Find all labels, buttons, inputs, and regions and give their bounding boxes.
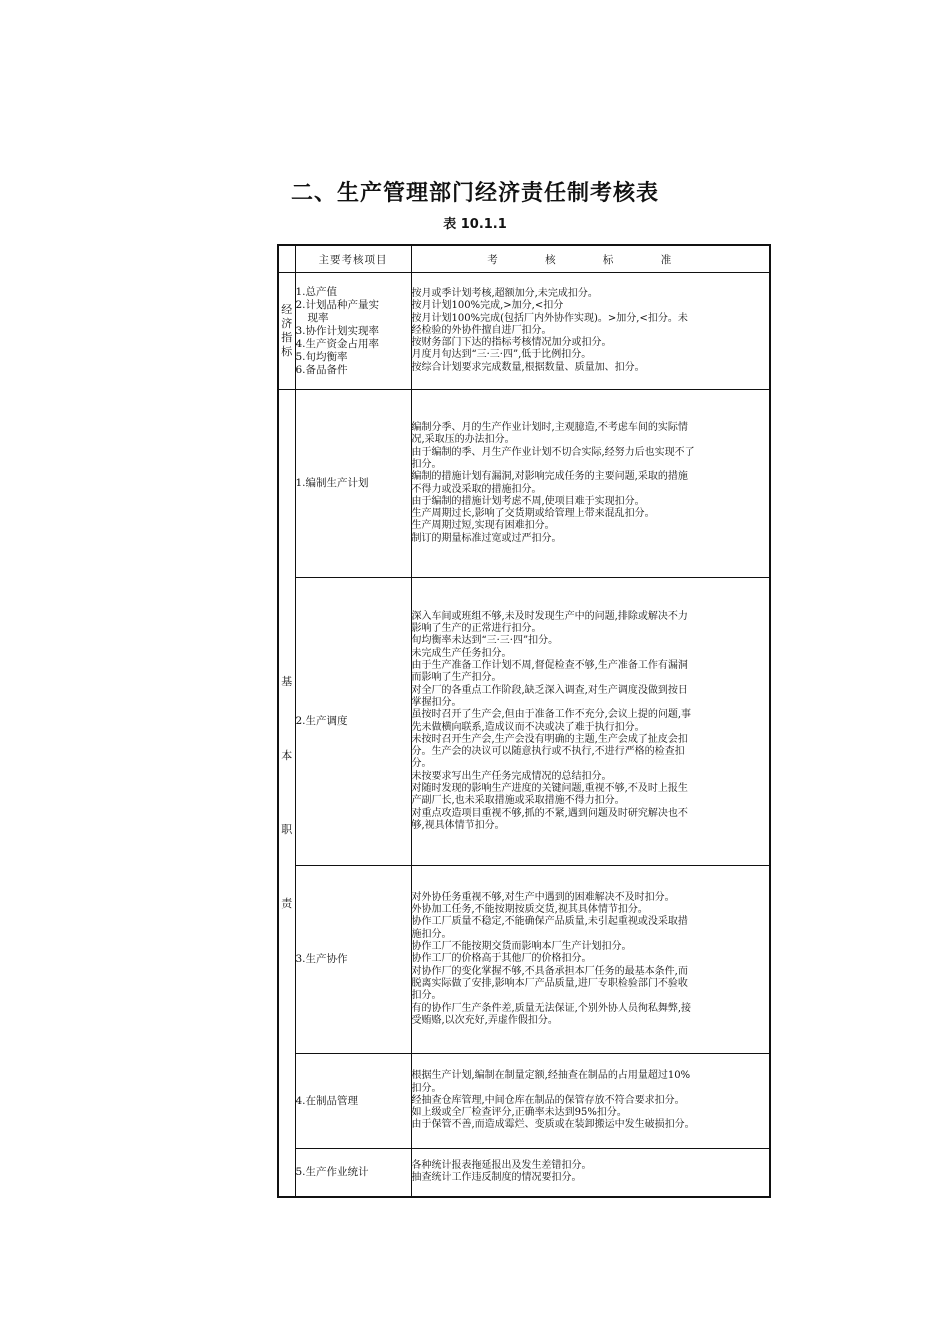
standard-line: 生产周期过长,影响了交货期或给管理上带来混乱扣分。 (411, 508, 655, 520)
standard-line: 而影响了生产扣分。 (411, 672, 502, 684)
list-item: 1.总产值 (295, 285, 338, 298)
duty-row-coop (278, 866, 770, 1054)
category-basic-duty (278, 390, 295, 1197)
standard-line: 脱离实际做了安排,影响本厂产品质量,进厂专职检验部门不验收 (411, 977, 688, 989)
standard-line: 对重点攻造项目重视不够,抓的不紧,遇到问题及时研究解决也不 (411, 807, 688, 819)
header-standard: 考 核 标 准 (411, 245, 770, 273)
duty-standard (411, 1149, 770, 1197)
standard-line: 旬均衡率未达到“三·三·四”扣分。 (411, 635, 559, 647)
standard-line: 由于保管不善,而造成霉烂、变质或在装卸搬运中发生破损扣分。 (411, 1119, 695, 1131)
standard-line: 月度月旬达到“三·三·四”,低于比例扣分。 (411, 349, 592, 361)
standard-line: 按月计划100%完成(包括厂内外协作实现)。>加分,<扣分。未 (411, 312, 688, 324)
list-item: 2.计划品种产量实 (295, 298, 380, 311)
standard-line: 生产周期过短,实现有困难扣分。 (411, 520, 555, 532)
standard-line: 对外协任务重视不够,对生产中遇到的困难解决不及时扣分。 (411, 891, 675, 903)
standard-line: 有的协作厂生产条件差,质量无法保证,个别外协人员徇私舞弊,接 (411, 1002, 692, 1014)
economic-items (295, 273, 411, 390)
header-item: 主要考核项目 (295, 245, 411, 273)
standard-line: 掌握扣分。 (411, 696, 462, 708)
standard-line: 经检验的外协件擅自进厂扣分。 (411, 324, 552, 336)
standard-line: 制订的期量标准过宽或过严扣分。 (411, 532, 562, 544)
standard-line: 扣分。 (411, 458, 442, 470)
duty-row-wip (278, 1054, 770, 1149)
duty-item: 2.生产调度 (295, 578, 411, 866)
category-char: 职 (281, 822, 293, 836)
standard-line: 分。生产会的决议可以随意执行或不执行,不进行严格的检查扣 (411, 746, 685, 758)
standard-line: 如上级或全厂检查评分,正确率未达到95%扣分。 (411, 1107, 627, 1119)
duty-standard (411, 1054, 770, 1149)
standard-line: 协作工厂质量不稳定,不能确保产品质量,未引起重视或没采取措 (411, 916, 688, 928)
standard-line: 扣分。 (411, 1082, 442, 1094)
duty-item: 4.在制品管理 (295, 1054, 411, 1149)
page-title: 二、生产管理部门经济责任制考核表 (290, 181, 659, 206)
header-row (278, 245, 770, 273)
header-blank (278, 245, 295, 273)
standard-line: 各种统计报表拖延报出及发生差错扣分。 (411, 1159, 592, 1171)
standard-line: 协作工厂不能按期交货而影响本厂生产计划扣分。 (411, 941, 632, 953)
standard-line: 编制的措施计划有漏洞,对影响完成任务的主要问题,采取的措施 (411, 471, 688, 483)
standard-line: 抽查统计工作违反制度的情况要扣分。 (411, 1172, 582, 1184)
standard-line: 对随时发现的影响生产进度的关键问题,重视不够,不及时上报生 (411, 782, 688, 794)
duty-standard (411, 390, 770, 578)
standard-line: 深入车间或班组不够,未及时发现生产中的问题,排除或解决不力 (411, 610, 688, 622)
standard-line: 不得力或没采取的措施扣分。 (411, 483, 542, 495)
standard-line: 经抽查仓库管理,中间仓库在制品的保管存放不符合要求扣分。 (411, 1094, 685, 1106)
standard-line: 未按要求写出生产任务完成情况的总结扣分。 (411, 770, 612, 782)
economic-standard (411, 273, 770, 390)
category-char: 经 (281, 303, 293, 316)
standard-line: 对全厂的各重点工作阶段,缺乏深入调查,对生产调度没做到按日 (411, 684, 688, 696)
standard-line: 未按时召开生产会,生产会没有明确的主题,生产会成了扯皮会扣 (411, 733, 688, 745)
list-item: 6.备品备件 (295, 363, 348, 376)
economic-row (278, 273, 770, 390)
assessment-table (277, 244, 771, 1198)
standard-line: 扣分。 (411, 990, 442, 1002)
standard-line: 够,视具体情节扣分。 (411, 819, 505, 831)
standard-line: 受贿赂,以次充好,弄虚作假扣分。 (411, 1014, 558, 1026)
standard-line: 按综合计划要求完成数量,根据数量、质量加、扣分。 (411, 361, 645, 373)
standard-line: 由于编制的措施计划考虑不周,使项目难于实现扣分。 (411, 495, 645, 507)
standard-line: 况,采取压的办法扣分。 (411, 434, 515, 446)
duty-row-dispatch (278, 578, 770, 866)
standard-line: 编制分季、月的生产作业计划时,主观臆造,不考虑车间的实际情 (411, 422, 688, 434)
standard-line: 外协加工任务,不能按期按质交货,视其具体情节扣分。 (411, 904, 648, 916)
standard-line: 产副厂长,也未采取措施或采取措施不得力扣分。 (411, 795, 625, 807)
standard-line: 虽按时召开了生产会,但由于准备工作不充分,会议上提的问题,事 (411, 709, 692, 721)
duty-standard (411, 578, 770, 866)
category-char: 基 (281, 674, 293, 688)
duty-item: 1.编制生产计划 (295, 390, 411, 578)
standard-line: 按月计划100%完成,>加分,<扣分 (411, 300, 564, 312)
list-item: 5.旬均衡率 (295, 350, 348, 363)
category-char: 标 (281, 345, 293, 358)
duty-row-stats (278, 1149, 770, 1197)
standard-line: 分。 (411, 758, 432, 770)
category-char: 济 (281, 317, 293, 330)
duty-standard (411, 866, 770, 1054)
standard-line: 按月或季计划考核,超额加分,未完成扣分。 (411, 287, 598, 299)
list-item: 4.生产资金占用率 (295, 337, 380, 350)
table-number: 表 10.1.1 (443, 217, 507, 232)
duty-item: 3.生产协作 (295, 866, 411, 1054)
standard-line: 由于生产准备工作计划不周,督促检查不够,生产准备工作有漏洞 (411, 660, 688, 672)
category-char: 指 (281, 331, 293, 344)
duty-item: 5.生产作业统计 (295, 1149, 411, 1197)
duty-row-plan (278, 390, 770, 578)
standard-line: 影响了生产的正常进行扣分。 (411, 623, 542, 635)
category-char: 本 (281, 748, 293, 762)
standard-line: 由于编制的季、月生产作业计划不切合实际,经努力后也实现不了 (411, 446, 695, 458)
standard-line: 协作工厂的价格高于其他厂的价格扣分。 (411, 953, 592, 965)
list-item: 现率 (307, 311, 329, 324)
standard-line: 先未做横向联系,造成议而不决或决了难于执行扣分。 (411, 721, 645, 733)
category-char: 责 (281, 896, 293, 910)
standard-line: 根据生产计划,编制在制量定额,经抽查在制品的占用量超过10% (411, 1070, 691, 1082)
list-item: 3.协作计划实现率 (295, 324, 380, 337)
category-economic (278, 273, 295, 390)
standard-line: 对协作厂的变化掌握不够,不具备承担本厂任务的最基本条件,而 (411, 965, 688, 977)
standard-line: 未完成生产任务扣分。 (411, 647, 512, 659)
standard-line: 按财务部门下达的指标考核情况加分或扣分。 (411, 337, 612, 349)
standard-line: 施扣分。 (411, 928, 452, 940)
